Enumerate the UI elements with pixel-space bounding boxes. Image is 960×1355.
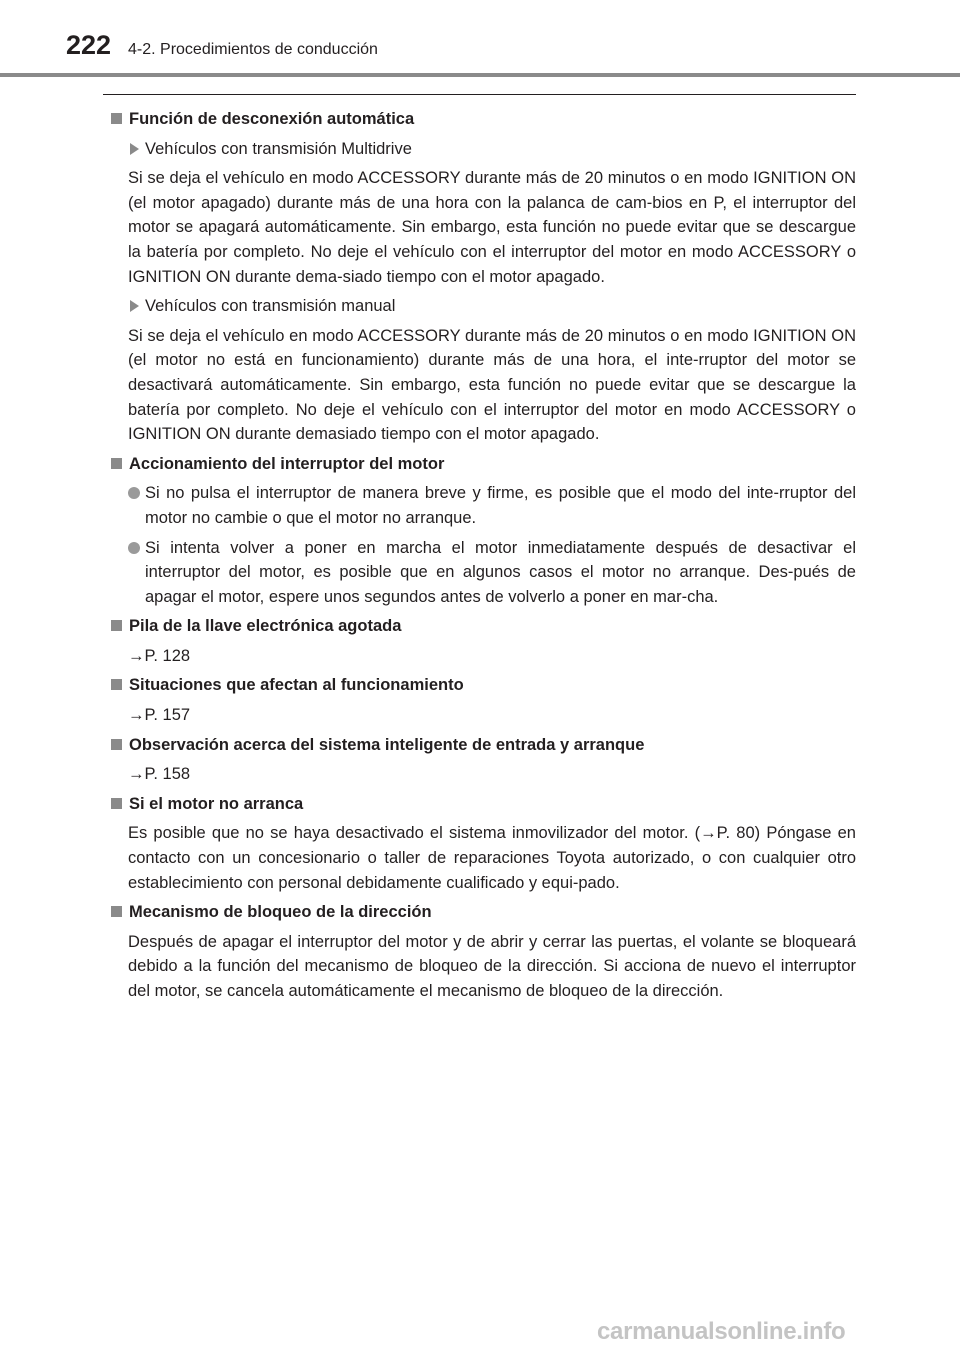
section-heading: Observación acerca del sistema inteligente de entrada y arranque — [110, 733, 856, 758]
page-content — [110, 107, 856, 1009]
triangle-bullet-icon — [130, 300, 139, 312]
page-reference: →P. 158 — [128, 765, 191, 784]
square-bullet-icon — [111, 458, 122, 469]
square-bullet-icon — [111, 620, 122, 631]
triangle-bullet-icon — [130, 143, 139, 155]
section-heading: Si el motor no arranca — [110, 792, 856, 817]
section-heading: Mecanismo de bloqueo de la dirección — [110, 900, 856, 925]
circle-bullet-icon — [128, 542, 140, 554]
square-bullet-icon — [111, 798, 122, 809]
section-heading: Función de desconexión automática — [110, 107, 856, 132]
content-divider — [103, 94, 856, 95]
page-number: 222 — [66, 30, 112, 60]
page-header — [0, 0, 960, 80]
page-reference: →P. 157 — [128, 706, 191, 725]
chapter-title: 4-2. Procedimientos de conducción — [128, 41, 378, 58]
bullet-item: Si intenta volver a poner en marcha el motor inmediatamente después de desactivar el interruptor del motor, es posible que en algunos casos el motor no arranque. Des-pués de apagar el motor, espere unos segundos antes de volverlo a poner en mar-cha. — [128, 536, 856, 610]
header-divider — [0, 73, 960, 77]
section-heading: Pila de la llave electrónica agotada — [110, 614, 856, 639]
paragraph: Después de apagar el interruptor del motor y de abrir y cerrar las puertas, el volante se bloqueará debido a la función del mecanismo de bloqueo de la dirección. Si acciona de nuevo el interruptor del motor, se cancela automáticamente el mecanismo de bloqueo de la dirección. — [128, 932, 856, 1000]
paragraph: Si se deja el vehículo en modo ACCESSORY durante más de 20 minutos o en modo IGNITION ON (el motor no está en funcionamiento) durante más de una hora, el inte-rruptor del motor se desactivará automáticamente. Sin embargo, esta función no puede evitar que se descargue la batería por completo. No deje el vehículo con el interruptor del motor en modo ACCESSORY o IGNITION ON durante demasiado tiempo con el motor apagado. — [128, 326, 856, 444]
square-bullet-icon — [111, 906, 122, 917]
section-heading: Accionamiento del interruptor del motor — [110, 452, 856, 477]
square-bullet-icon — [111, 679, 122, 690]
bullet-item: Si no pulsa el interruptor de manera breve y firme, es posible que el modo del inte-rruptor del motor no cambie o que el motor no arranque. — [128, 481, 856, 530]
square-bullet-icon — [111, 113, 122, 124]
circle-bullet-icon — [128, 487, 140, 499]
page-reference: →P. 128 — [128, 646, 191, 665]
subsection-label: Vehículos con transmisión Multidrive — [128, 137, 856, 162]
section-heading: Situaciones que afectan al funcionamiento — [110, 673, 856, 698]
paragraph: Es posible que no se haya desactivado el sistema inmovilizador del motor. (→P. 80) Póngase en contacto con un concesionario o taller de reparaciones Toyota autorizado, o con cualquier otro establecimiento con personal debidamente cualificado y equi-pado. — [128, 824, 856, 892]
watermark: carmanualsonline.info — [597, 1318, 846, 1345]
paragraph: Si se deja el vehículo en modo ACCESSORY durante más de 20 minutos o en modo IGNITION ON (el motor apagado) durante más de una hora con la palanca de cam-bios en P, el interruptor del motor se apagará automáticamente. Sin embargo, esta función no puede evitar que se descargue la batería por completo. No deje el vehículo con el interruptor del motor en modo ACCESSORY o IGNITION ON durante dema-siado tiempo con el motor apagado. — [128, 169, 856, 286]
subsection-label: Vehículos con transmisión manual — [128, 294, 856, 319]
square-bullet-icon — [111, 739, 122, 750]
